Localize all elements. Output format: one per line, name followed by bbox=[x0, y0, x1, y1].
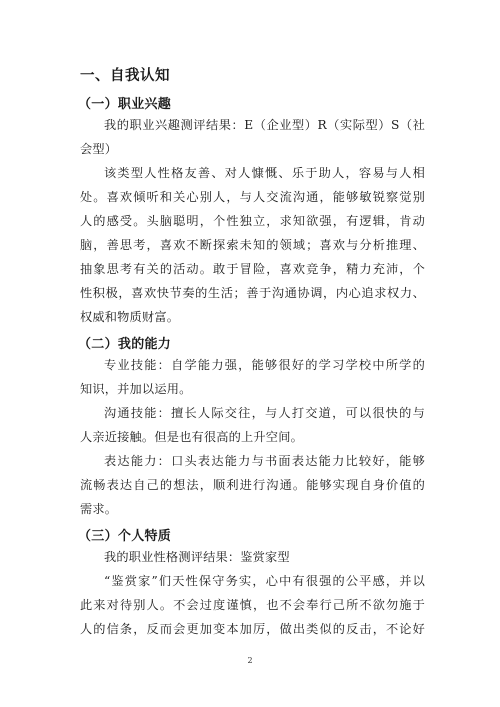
ability-expression-line: 流畅表达自己的想法，顺利进行沟通。能够实现自身价值的 bbox=[80, 478, 425, 492]
traits-paragraph-line: “鉴赏家”们天性保守务实，心中有很强的公平感，并以 bbox=[104, 574, 425, 588]
subheading-personal-traits: （三）个人特质 bbox=[78, 529, 172, 544]
ability-communication-line: 沟通技能：擅长人际交往，与人打交道，可以很快的与 bbox=[104, 406, 425, 420]
traits-paragraph-line: 人的信条，反而会更加变本加厉，做出类似的反击，不论好 bbox=[80, 622, 425, 636]
ability-professional-line: 知识，并加以运用。 bbox=[80, 382, 192, 396]
interest-paragraph-line: 权威和物质财富。 bbox=[80, 310, 180, 324]
personality-result-line: 我的职业性格测评结果：鉴赏家型 bbox=[104, 550, 290, 564]
interest-paragraph-line: 性积极，喜欢快节奏的生活；善于沟通协调，内心追求权力、 bbox=[80, 286, 425, 300]
interest-paragraph-line: 处。喜欢倾听和关心别人，与人交流沟通，能够敏锐察觉别 bbox=[80, 190, 425, 204]
traits-paragraph-line: 此来对待别人。不会过度谨慎，也不会奉行己所不欲勿施于 bbox=[80, 598, 425, 612]
subheading-my-abilities: （二）我的能力 bbox=[78, 337, 172, 352]
interest-paragraph-line: 抽象思考有关的活动。敢于冒险，喜欢竞争，精力充沛，个 bbox=[80, 262, 425, 276]
interest-result-line-1: 我的职业兴趣测评结果：E（企业型）R（实际型）S（社 bbox=[104, 118, 425, 132]
subheading-career-interest: （一）职业兴趣 bbox=[78, 97, 172, 112]
interest-paragraph-line: 脑，善思考，喜欢不断探索未知的领域；喜欢与分析推理、 bbox=[80, 238, 425, 252]
interest-paragraph-line: 该类型人性格友善、对人慷慨、乐于助人，容易与人相 bbox=[104, 166, 425, 180]
interest-result-line-2: 会型） bbox=[80, 142, 118, 156]
ability-expression-line: 需求。 bbox=[80, 502, 118, 516]
page-number: 2 bbox=[247, 656, 253, 665]
ability-expression-line: 表达能力：口头表达能力与书面表达能力比较好，能够 bbox=[104, 454, 425, 468]
ability-professional-line: 专业技能：自学能力强，能够很好的学习学校中所学的 bbox=[104, 358, 425, 372]
section-heading: 一、自我认知 bbox=[80, 68, 170, 84]
ability-communication-line: 人亲近接触。但是也有很高的上升空间。 bbox=[80, 430, 303, 444]
interest-paragraph-line: 人的感受。头脑聪明，个性独立，求知欲强，有逻辑，肯动 bbox=[80, 214, 425, 228]
